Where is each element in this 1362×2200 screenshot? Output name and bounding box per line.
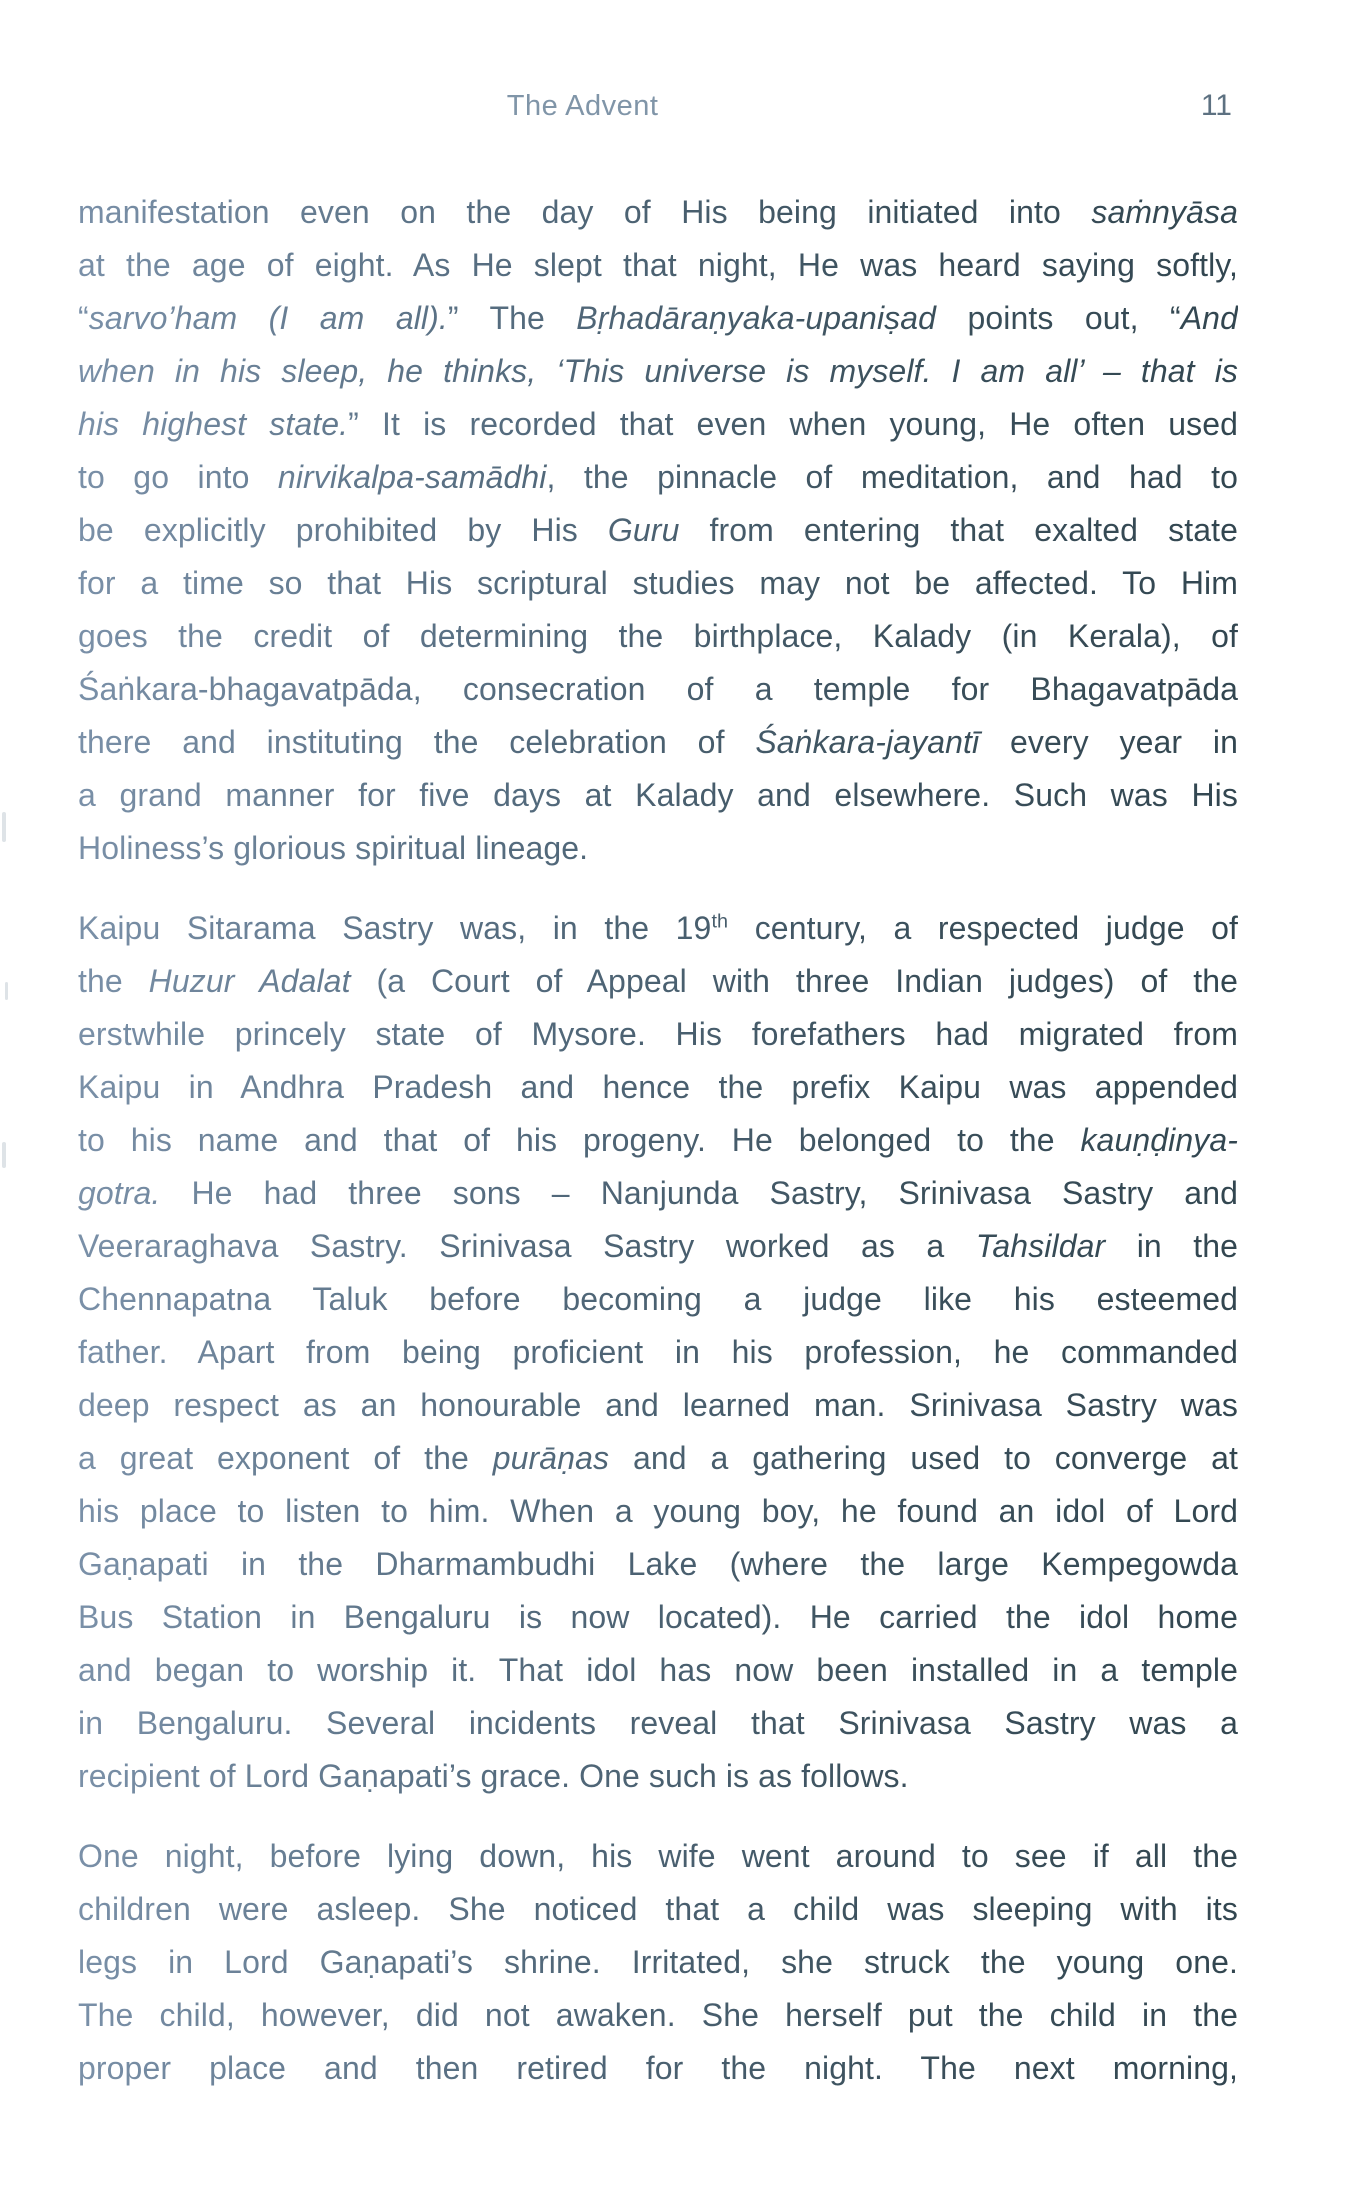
body-text-segment: father. Apart from being proficient in his profession, he commanded — [78, 1334, 1238, 1370]
italic-text: nirvikalpa-samādhi — [277, 459, 547, 495]
text-line — [78, 2042, 1238, 2095]
body-text-segment: Chennapatna Taluk before becoming a judge like his esteemed — [78, 1281, 1238, 1317]
text-line — [78, 1326, 1238, 1379]
body-text-segment: (a Court of Appeal with three Indian judges) of the — [350, 963, 1238, 999]
italic-text: gotra. — [78, 1175, 161, 1211]
body-text-segment: at the age of eight. As He slept that night, He was heard saying softly, — [78, 247, 1238, 283]
body-text-segment: a grand manner for five days at Kalady and elsewhere. Such was His — [78, 777, 1238, 813]
body-text-segment: He had three sons – Nanjunda Sastry, Srinivasa Sastry and — [160, 1175, 1238, 1211]
text-line — [78, 1273, 1238, 1326]
italic-text: Bṛhadāraṇyaka-upaniṣad — [576, 300, 937, 336]
text-line — [78, 292, 1238, 345]
body-text-segment: Kaipu in Andhra Pradesh and hence the prefix Kaipu was appended — [78, 1069, 1238, 1105]
text-line — [78, 1883, 1238, 1936]
body-text-segment: there and instituting the celebration of — [78, 724, 756, 760]
body-text-segment: in Bengaluru. Several incidents reveal that Srinivasa Sastry was a — [78, 1705, 1238, 1741]
body-text-segment: manifestation even on the day of His being initiated into — [78, 194, 1092, 230]
scan-artifact — [2, 812, 6, 842]
text-line — [78, 557, 1238, 610]
text-line — [78, 504, 1238, 557]
italic-text: his highest state. — [78, 406, 349, 442]
body-text-segment: in the — [1105, 1228, 1238, 1264]
body-text-segment: his place to listen to him. When a young boy, he found an idol of Lord — [78, 1493, 1238, 1529]
running-title: The Advent — [506, 90, 659, 122]
italic-text: when in his sleep, he thinks, ‘This universe is myself. I am all’ – that is — [78, 353, 1238, 389]
body-text-segment: Kaipu Sitarama Sastry was, in the 19 — [78, 910, 712, 946]
text-line — [78, 955, 1238, 1008]
body-text-segment: deep respect as an honourable and learned man. Srinivasa Sastry was — [78, 1387, 1238, 1423]
paragraph — [78, 186, 1238, 875]
body-text-segment: children were asleep. She noticed that a child was sleeping with its — [78, 1891, 1238, 1927]
text-line — [78, 1432, 1238, 1485]
italic-text: purāṇas — [492, 1440, 610, 1476]
text-line — [78, 1697, 1238, 1750]
body-text-segment: One night, before lying down, his wife went around to see if all the — [78, 1838, 1238, 1874]
page-header — [78, 88, 1238, 128]
body-text-segment: , the pinnacle of meditation, and had to — [546, 459, 1238, 495]
body-text-segment: and a gathering used to converge at — [609, 1440, 1238, 1476]
text-line — [78, 1167, 1238, 1220]
body-text-segment: century, a respected judge of — [728, 910, 1238, 946]
italic-text: Śaṅkara-jayantī — [755, 724, 980, 760]
body-text-segment: legs in Lord Gaṇapati’s shrine. Irritated, she struck the young one. — [78, 1944, 1238, 1980]
scan-artifact — [2, 1142, 6, 1168]
body-text-segment: goes the credit of determining the birthplace, Kalady (in Kerala), of — [78, 618, 1238, 654]
text-line — [78, 186, 1238, 239]
italic-text: Huzur Adalat — [148, 963, 351, 999]
body-text-segment: The child, however, did not awaken. She herself put the child in the — [78, 1997, 1238, 2033]
body-text-segment: proper place and then retired for the night. The next morning, — [78, 2050, 1238, 2086]
body-text-segment: points out, “ — [936, 300, 1181, 336]
body-text-segment: a great exponent of the — [78, 1440, 493, 1476]
body-text-segment: Veeraraghava Sastry. Srinivasa Sastry worked as a — [78, 1228, 976, 1264]
text-line — [78, 716, 1238, 769]
text-line — [78, 1830, 1238, 1883]
body-text-segment: recipient of Lord Gaṇapati’s grace. One such is as follows. — [78, 1758, 909, 1794]
text-line — [78, 345, 1238, 398]
page-body — [78, 186, 1238, 2095]
body-text-segment: ” It is recorded that even when young, He often used — [348, 406, 1238, 442]
italic-text: sarvo’ham (I am all). — [88, 300, 448, 336]
italic-text: And — [1180, 300, 1238, 336]
text-line — [78, 822, 1238, 875]
body-text-segment: to his name and that of his progeny. He belonged to the — [78, 1122, 1081, 1158]
text-line — [78, 769, 1238, 822]
body-text-segment: Gaṇapati in the Dharmambudhi Lake (where the large Kempegowda — [78, 1546, 1238, 1582]
body-text-segment: Bus Station in Bengaluru is now located). He carried the idol home — [78, 1599, 1238, 1635]
body-text-segment: and began to worship it. That idol has now been installed in a temple — [78, 1652, 1238, 1688]
text-line — [78, 902, 1238, 955]
text-line — [78, 1989, 1238, 2042]
italic-text: Tahsildar — [975, 1228, 1106, 1264]
text-line — [78, 1379, 1238, 1432]
body-text-segment: “ — [78, 300, 89, 336]
superscript-text: th — [711, 910, 729, 933]
text-line — [78, 610, 1238, 663]
body-text-segment: ” The — [447, 300, 577, 336]
body-text-segment: erstwhile princely state of Mysore. His forefathers had migrated from — [78, 1016, 1238, 1052]
body-text-segment: to go into — [78, 459, 278, 495]
text-line — [78, 663, 1238, 716]
body-text-segment: Holiness’s glorious spiritual lineage. — [78, 830, 589, 866]
scan-artifact — [5, 982, 8, 1000]
paragraph — [78, 1830, 1238, 2095]
body-text-segment: for a time so that His scriptural studies may not be affected. To Him — [78, 565, 1238, 601]
text-line — [78, 1114, 1238, 1167]
page-number: 11 — [1200, 89, 1232, 122]
text-line — [78, 1644, 1238, 1697]
text-line — [78, 1485, 1238, 1538]
italic-text: Guru — [607, 512, 680, 548]
text-line — [78, 1220, 1238, 1273]
text-line — [78, 1936, 1238, 1989]
italic-text: saṁnyāsa — [1091, 194, 1238, 230]
text-line — [78, 398, 1238, 451]
body-text-segment: the — [78, 963, 149, 999]
italic-text: kauṇḍinya- — [1080, 1122, 1238, 1158]
body-text-segment: from entering that exalted state — [679, 512, 1238, 548]
paragraph — [78, 902, 1238, 1803]
text-line — [78, 1008, 1238, 1061]
text-line — [78, 1061, 1238, 1114]
body-text-segment: every year in — [979, 724, 1238, 760]
body-text-segment: Śaṅkara-bhagavatpāda, consecration of a temple for Bhagavatpāda — [78, 671, 1238, 707]
text-line — [78, 1591, 1238, 1644]
text-line — [78, 1750, 1238, 1803]
text-line — [78, 239, 1238, 292]
text-line — [78, 1538, 1238, 1591]
body-text-segment: be explicitly prohibited by His — [78, 512, 608, 548]
text-line — [78, 451, 1238, 504]
